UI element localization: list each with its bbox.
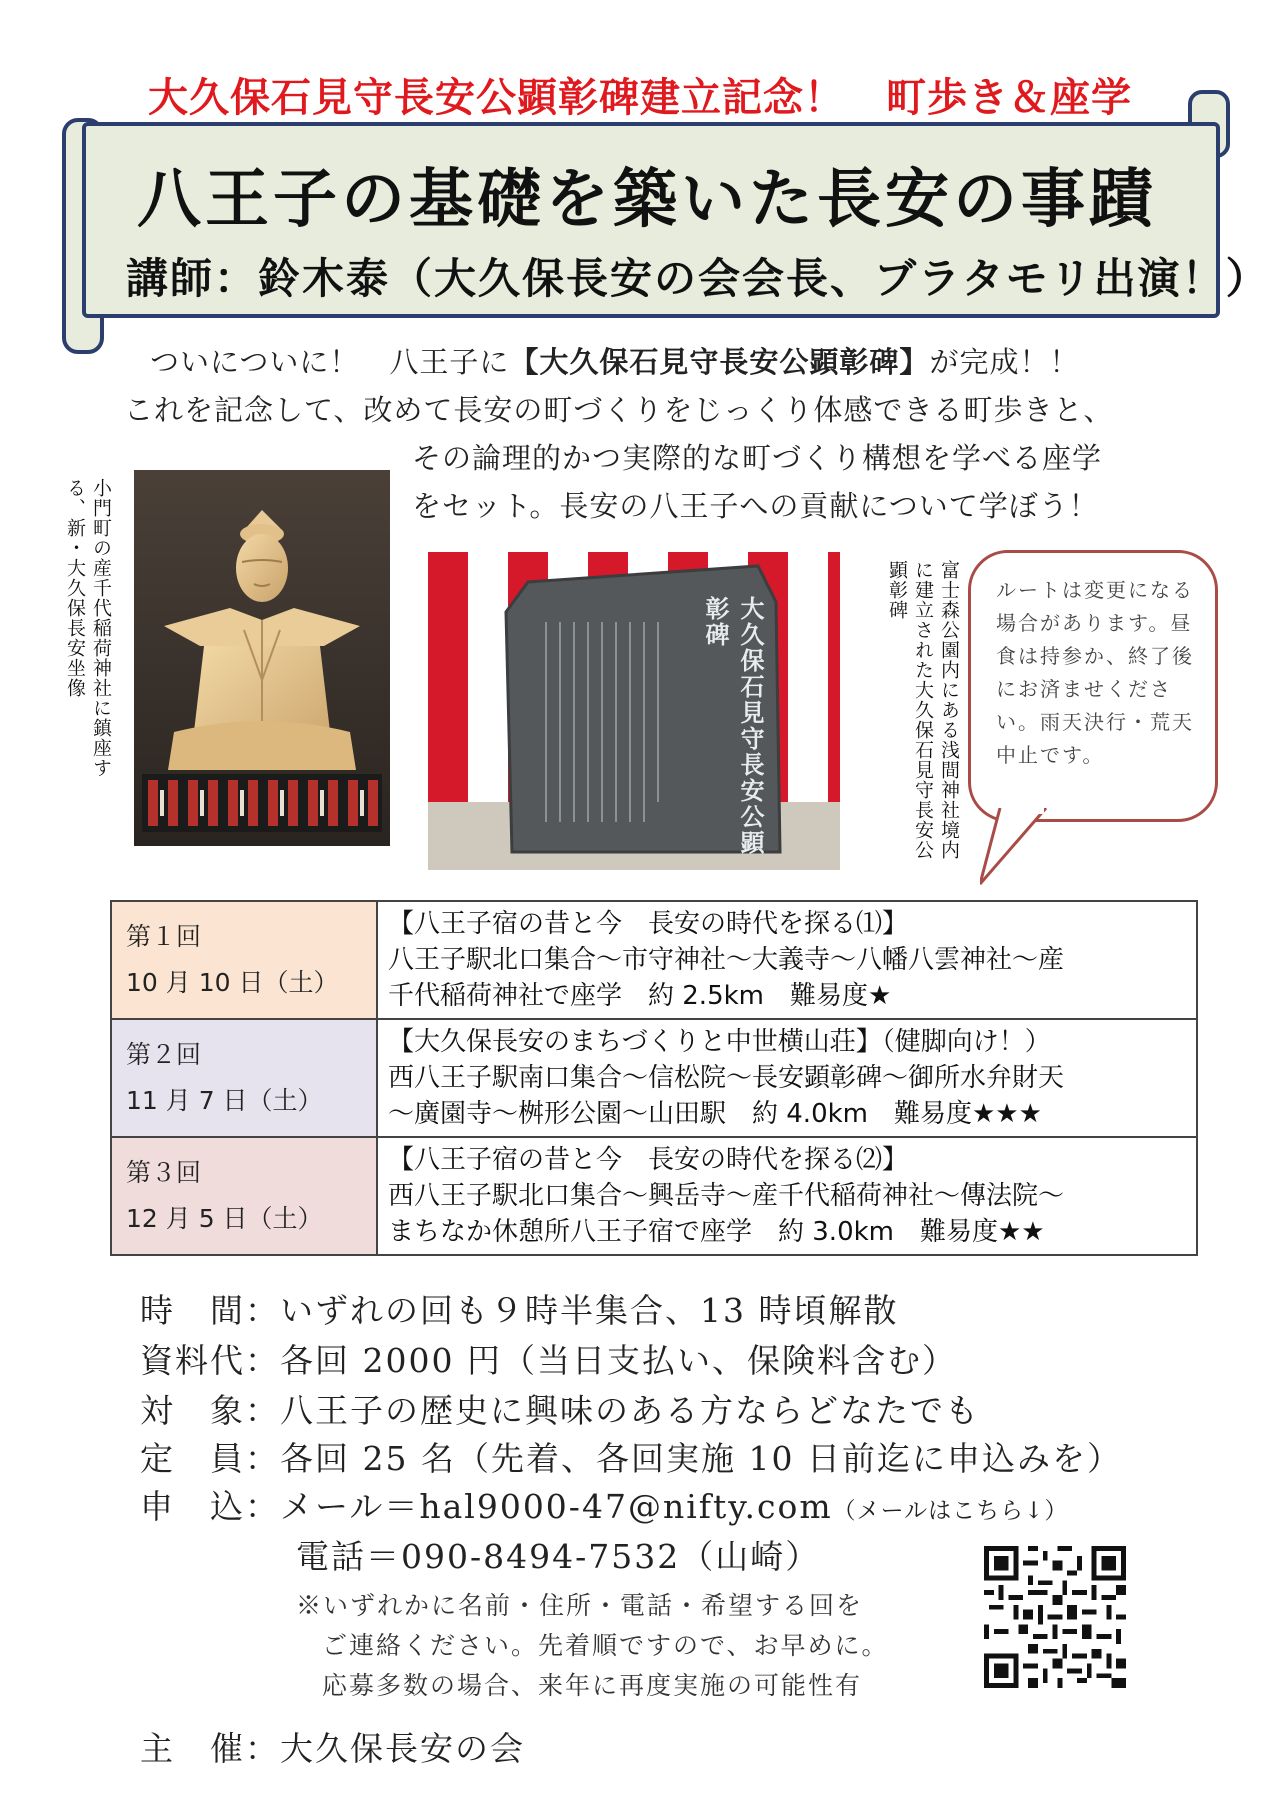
session-cell — [111, 901, 377, 1019]
qr-code[interactable] — [984, 1546, 1126, 1688]
application-note: ※いずれかに名前・住所・電話・希望する回を — [296, 1591, 864, 1620]
info-target — [140, 1386, 980, 1436]
statue-photo — [134, 470, 390, 846]
email-link[interactable]: ：メール＝hal9000-47@nifty.com — [245, 1487, 833, 1526]
intro-line-4: をセット。長安の八王子への貢献について学ぼう！ — [412, 489, 1099, 523]
info-value: ：各回 2000 円（当日支払い、保険料含む） — [245, 1341, 957, 1380]
statue-caption: 小門町の産千代稲荷神社に鎮座する、新・大久保長安坐像 — [64, 478, 112, 778]
monument-photo — [428, 552, 840, 870]
bubble-tail — [980, 808, 1070, 888]
info-fee — [140, 1336, 957, 1386]
session-route: 西八王子駅南口集合～信松院～長安顕彰碑～御所水弁財天 — [388, 1063, 1065, 1093]
info-label: 主 催 — [140, 1729, 245, 1768]
info-apply — [140, 1482, 1068, 1536]
lecturer-line: 講師：鈴木泰（大久保長安の会会長、ブラタモリ出演！） — [126, 254, 1270, 303]
info-host — [140, 1724, 525, 1774]
session-description — [377, 1019, 1197, 1137]
monument-illustration — [428, 552, 840, 870]
phone-number: 電話＝090-8494-7532（山崎） — [296, 1537, 821, 1576]
info-label: 定 員 — [140, 1439, 245, 1478]
application-note: ご連絡ください。先着順ですので、お早めに。 — [322, 1631, 889, 1660]
intro-line-2: これを記念して、改めて長安の町づくりをじっくり体感できる町歩きと、 — [124, 393, 1114, 427]
info-label: 資料代 — [140, 1341, 245, 1380]
session-date: 10 月 10 日（土） — [126, 968, 339, 997]
info-value: ：大久保長安の会 — [245, 1729, 525, 1768]
session-route: ～廣園寺～桝形公園～山田駅 約 4.0km 難易度★★★ — [388, 1099, 1042, 1129]
intro-line-1 — [150, 338, 1079, 386]
info-capacity — [140, 1434, 1122, 1484]
monument-inscription: 大久保石見守長安公顕彰碑 — [701, 596, 765, 856]
session-description — [377, 901, 1197, 1019]
schedule-row — [111, 901, 1197, 1019]
session-route: 千代稲荷神社で座学 約 2.5km 難易度★ — [388, 981, 892, 1011]
session-number: 第２回 — [126, 1040, 202, 1069]
intro-line-3: その論理的かつ実際的な町づくり構想を学べる座学 — [412, 441, 1103, 475]
schedule-row — [111, 1137, 1197, 1255]
schedule-row — [111, 1019, 1197, 1137]
session-title: 【大久保長安のまちづくりと中世横山荘】（健脚向け！） — [388, 1027, 1051, 1057]
session-title: 【八王子宿の昔と今 長安の時代を探る⑴】 — [388, 909, 909, 939]
schedule-table — [110, 900, 1198, 1256]
session-date: 11 月 7 日（土） — [126, 1086, 323, 1115]
session-description — [377, 1137, 1197, 1255]
session-route: 西八王子駅北口集合～興岳寺～産千代稲荷神社～傳法院～ — [388, 1181, 1065, 1211]
info-value: ：いずれの回も９時半集合、13 時頃解散 — [245, 1291, 899, 1330]
intro-line-1-post: が完成！！ — [929, 345, 1080, 379]
info-label: 対 象 — [140, 1391, 245, 1430]
session-number: 第１回 — [126, 922, 202, 951]
info-label: 時 間 — [140, 1291, 245, 1330]
event-headline: 大久保石見守長安公顕彰碑建立記念！ 町歩き＆座学 — [148, 75, 1132, 121]
monument-name-highlight: 【大久保石見守長安公顕彰碑】 — [509, 345, 930, 379]
session-number: 第３回 — [126, 1158, 202, 1187]
email-note: （メールはこちら↓） — [832, 1498, 1069, 1524]
session-route: 八王子駅北口集合～市守神社～大義寺～八幡八雲神社～産 — [388, 945, 1065, 975]
qr-code-icon — [984, 1546, 1126, 1688]
session-cell — [111, 1019, 377, 1137]
session-route: まちなか休憩所八王子宿で座学 約 3.0km 難易度★★ — [388, 1217, 1045, 1247]
session-title: 【八王子宿の昔と今 長安の時代を探る⑵】 — [388, 1145, 909, 1175]
info-label: 申 込 — [140, 1487, 245, 1526]
application-note: 応募多数の場合、来年に再度実施の可能性有 — [322, 1671, 863, 1700]
intro-line-1-pre: ついについに！ 八王子に — [150, 345, 510, 379]
info-value: ：各回 25 名（先着、各回実施 10 日前迄に申込みを） — [245, 1439, 1122, 1478]
main-title: 八王子の基礎を築いた長安の事蹟 — [137, 162, 1157, 237]
session-date: 12 月 5 日（土） — [126, 1204, 323, 1233]
monument-caption: 富士森公園内にある浅間神社境内に建立された大久保石見守長安公顕彰碑 — [886, 560, 960, 860]
session-cell — [111, 1137, 377, 1255]
info-time — [140, 1286, 898, 1336]
notice-text: ルートは変更になる場合があります。昼食は持参か、終了後にお済ませください。雨天決行・荒天中止です。 — [996, 578, 1194, 767]
statue-illustration — [134, 470, 390, 846]
info-value: ：八王子の歴史に興味のある方ならどなたでも — [245, 1391, 980, 1430]
